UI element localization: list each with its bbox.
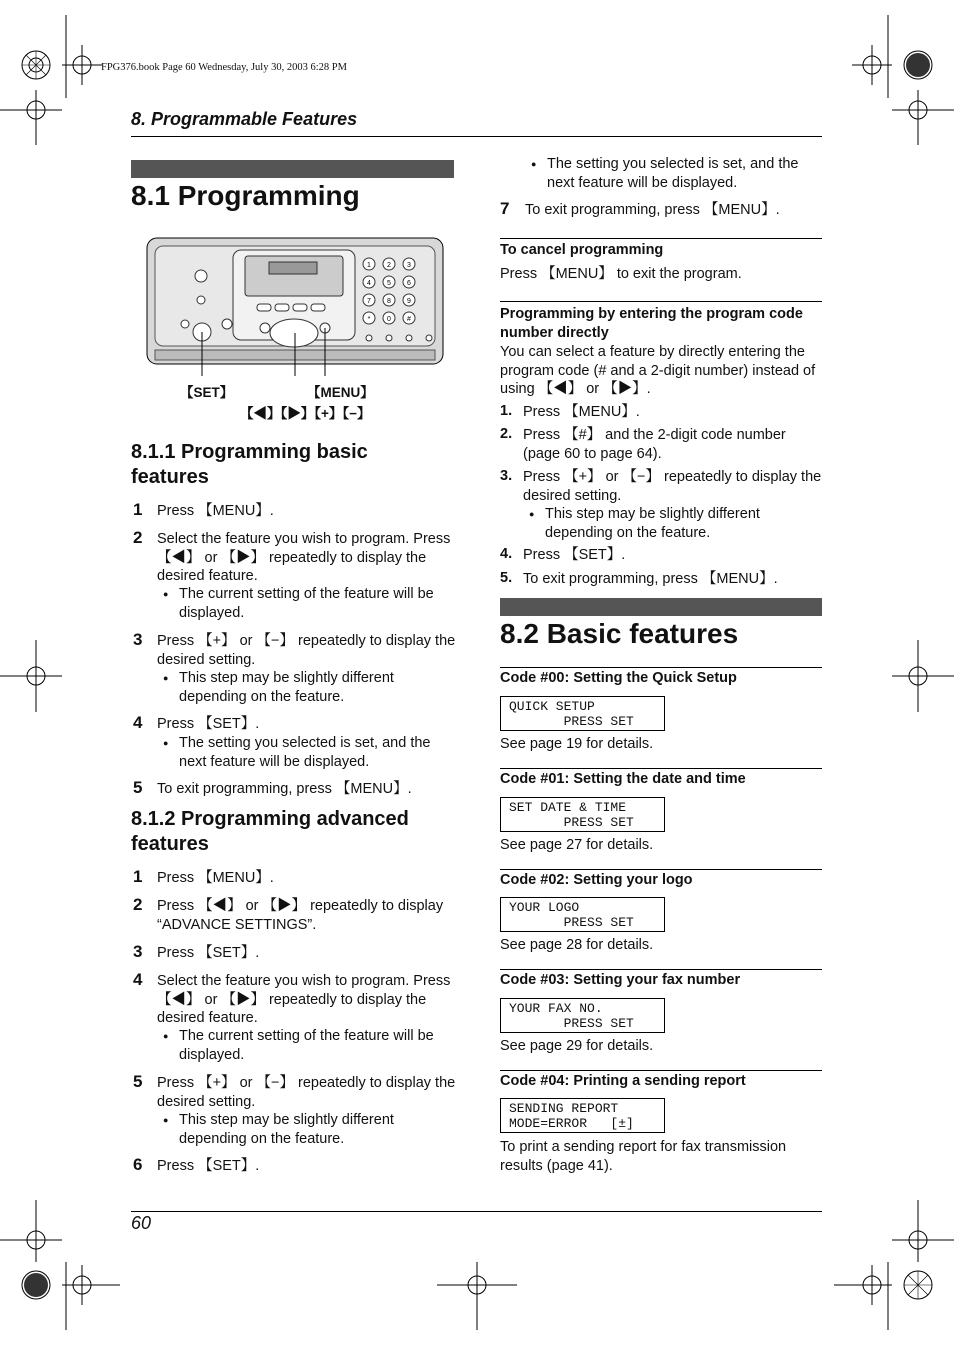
- divider: [500, 238, 822, 239]
- step-bullet: ● The setting you selected is set, and the next feature will be displayed.: [179, 734, 454, 771]
- step-number: 2: [133, 528, 143, 547]
- svg-text:2: 2: [387, 262, 391, 269]
- step-text: To exit programming, press 【MENU】.: [525, 202, 780, 218]
- fax-machine-illustration: [145, 236, 445, 376]
- lcd-line: SENDING REPORT: [509, 1101, 619, 1116]
- step-bullet: ● The current setting of the feature will be displayed.: [179, 1027, 454, 1064]
- code-note: See page 19 for details.: [500, 736, 654, 752]
- step-number: 6: [133, 1155, 143, 1174]
- svg-text:#: #: [407, 316, 411, 323]
- subsection-title-basic: 8.1.1 Programming basic features: [131, 441, 368, 488]
- nav-keys-label: 【◀】【▶】【+】【−】: [240, 406, 371, 421]
- basic-features-title: 8.2 Basic features: [500, 618, 739, 649]
- code-note: See page 29 for details.: [500, 1038, 654, 1054]
- step-number: 1: [133, 867, 143, 886]
- lcd-display: [500, 696, 665, 731]
- list-number: 3.: [500, 468, 513, 484]
- direct-title: Programming by entering the program code number directly: [500, 306, 803, 341]
- step-text: Press 【SET】.: [157, 716, 260, 732]
- step-number: 3: [133, 630, 143, 649]
- lcd-line: PRESS SET: [509, 714, 634, 729]
- code-title: Code #04: Printing a sending report: [500, 1073, 746, 1089]
- step-number: 7: [500, 199, 510, 218]
- direct-text: You can select a feature by directly entering the program code (# and a 2-digit number) instead of using 【◀】 or 【▶】.: [500, 344, 816, 397]
- step-text: Press 【+】 or 【−】 repeatedly to display the desired setting.: [157, 1075, 456, 1110]
- set-label: 【SET】: [180, 385, 234, 400]
- page-title: 8.1 Programming: [131, 180, 360, 211]
- lcd-line: YOUR LOGO: [509, 900, 580, 915]
- step-number: 4: [133, 713, 143, 732]
- header-rule: [131, 136, 822, 137]
- section-header: 8. Programmable Features: [131, 109, 358, 129]
- code-note: See page 27 for details.: [500, 837, 654, 853]
- cancel-title: To cancel programming: [500, 242, 664, 258]
- svg-text:8: 8: [387, 298, 391, 305]
- lcd-line: YOUR FAX NO.: [509, 1001, 603, 1016]
- lcd-display: [500, 998, 665, 1033]
- code-note: To print a sending report for fax transmission results (page 41).: [500, 1139, 787, 1174]
- lcd-line: MODE=ERROR [±]: [509, 1116, 634, 1131]
- list-number: 5.: [500, 570, 513, 586]
- svg-text:7: 7: [367, 298, 371, 305]
- svg-text:4: 4: [367, 280, 371, 287]
- file-info: FPG376.book Page 60 Wednesday, July 30, 2003 6:28 PM: [101, 62, 347, 73]
- step-text: Select the feature you wish to program. Press 【◀】 or 【▶】 repeatedly to display the desired feature.: [157, 973, 451, 1026]
- list-text: To exit programming, press 【MENU】.: [523, 571, 778, 587]
- lcd-line: PRESS SET: [509, 915, 634, 930]
- step-text: Press 【MENU】.: [157, 870, 274, 886]
- cancel-text: Press 【MENU】 to exit the program.: [500, 266, 742, 282]
- footer-rule: [131, 1211, 822, 1212]
- svg-text:0: 0: [387, 316, 391, 323]
- code-title: Code #02: Setting your logo: [500, 872, 693, 888]
- step-bullet: ● This step may be slightly different depending on the feature.: [179, 1111, 439, 1148]
- svg-text:1: 1: [367, 262, 371, 269]
- step-number: 4: [133, 970, 143, 989]
- step-text: Press 【SET】.: [157, 1158, 260, 1174]
- svg-text:9: 9: [407, 298, 411, 305]
- lcd-line: SET DATE & TIME: [509, 800, 627, 815]
- step-number: 5: [133, 778, 143, 797]
- list-text: Press 【MENU】.: [523, 404, 640, 420]
- list-text: Press 【SET】.: [523, 547, 626, 563]
- svg-text:3: 3: [407, 262, 411, 269]
- list-bullet: ● This step may be slightly different depending on the feature.: [545, 505, 805, 542]
- step-bullet: ● The current setting of the feature will be displayed.: [179, 585, 454, 622]
- divider: [500, 301, 822, 302]
- lcd-display: [500, 797, 665, 832]
- lcd-line: PRESS SET: [509, 1016, 634, 1031]
- step-text: Press 【SET】.: [157, 945, 260, 961]
- svg-text:5: 5: [387, 280, 391, 287]
- code-note: See page 28 for details.: [500, 937, 654, 953]
- step-text: Select the feature you wish to program. Press 【◀】 or 【▶】 repeatedly to display the desired feature.: [157, 531, 451, 584]
- step-number: 5: [133, 1072, 143, 1091]
- list-text: Press 【#】 and the 2-digit code number (page 60 to page 64).: [523, 427, 786, 462]
- code-title: Code #01: Setting the date and time: [500, 771, 746, 787]
- divider: [500, 667, 822, 668]
- step-text: Press 【MENU】.: [157, 503, 274, 519]
- step-bullet: ● This step may be slightly different depending on the feature.: [179, 669, 439, 706]
- lcd-display: [500, 1098, 665, 1133]
- step-text: Press 【◀】 or 【▶】 repeatedly to display “ADVANCE SETTINGS”.: [157, 898, 444, 933]
- subsection-title-advanced: 8.1.2 Programming advanced features: [131, 808, 409, 855]
- svg-text:*: *: [367, 316, 371, 323]
- list-number: 1.: [500, 403, 513, 419]
- lcd-line: QUICK SETUP: [509, 699, 595, 714]
- list-number: 2.: [500, 426, 513, 442]
- step-number: 3: [133, 942, 143, 961]
- svg-text:6: 6: [407, 280, 411, 287]
- step-text: Press 【+】 or 【−】 repeatedly to display the desired setting.: [157, 633, 456, 668]
- step-bullet: ● The setting you selected is set, and the next feature will be displayed.: [547, 155, 822, 192]
- code-title: Code #03: Setting your fax number: [500, 972, 741, 988]
- page-number: 60: [131, 1213, 152, 1233]
- step-number: 1: [133, 500, 143, 519]
- divider: [500, 869, 822, 870]
- code-title: Code #00: Setting the Quick Setup: [500, 670, 737, 686]
- lcd-line: PRESS SET: [509, 815, 634, 830]
- step-number: 2: [133, 895, 143, 914]
- list-number: 4.: [500, 546, 513, 562]
- lcd-display: [500, 897, 665, 932]
- divider: [500, 1070, 822, 1071]
- menu-label: 【MENU】: [307, 385, 374, 400]
- title-bar: [500, 598, 822, 616]
- divider: [500, 768, 822, 769]
- divider: [500, 969, 822, 970]
- step-text: To exit programming, press 【MENU】.: [157, 781, 412, 797]
- title-bar: [131, 160, 454, 178]
- list-text: Press 【+】 or 【−】 repeatedly to display the desired setting.: [523, 469, 822, 504]
